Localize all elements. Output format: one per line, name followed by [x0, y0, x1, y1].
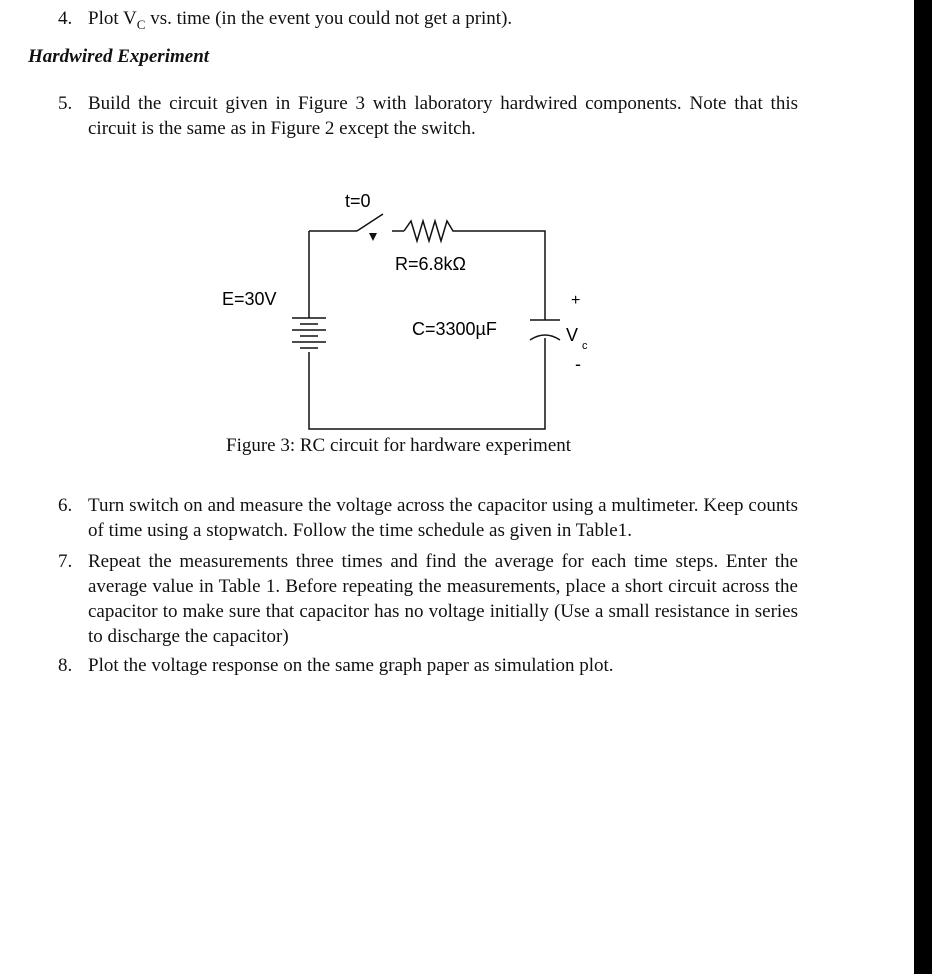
wire-right-upper	[458, 231, 545, 320]
item-text: Turn switch on and measure the voltage across the capacitor using a multimeter. Keep counts of time using a stopwatch. Follow the time schedule as given in Table1.	[88, 495, 798, 541]
capacitor-label: C=3300µF	[412, 319, 497, 339]
item-text: Build the circuit given in Figure 3 with laboratory hardwired components. Note that this circuit is the same as in Figure 2 except the switch.	[88, 93, 798, 139]
figure-caption: Figure 3: RC circuit for hardware experiment	[226, 435, 572, 456]
item-text: Plot $V_C$ vs. time (in the event you could not get a print).	[88, 8, 513, 32]
rc-circuit-figure	[0, 0, 914, 470]
minus-sign: -	[575, 354, 581, 374]
plus-sign: +	[571, 292, 581, 309]
switch-label: t=0	[345, 191, 371, 211]
switch-blade	[357, 214, 383, 231]
item-number: 7.	[58, 551, 73, 572]
wire-bottom	[309, 338, 545, 429]
resistor-symbol	[404, 221, 458, 241]
voltage-subscript: c	[582, 340, 588, 352]
item-number: 5.	[58, 93, 73, 114]
section-heading: Hardwired Experiment	[28, 46, 210, 67]
item-text: Plot the voltage response on the same graph paper as simulation plot.	[88, 655, 614, 676]
item-text: Repeat the measurements three times and find the average for each time steps. Enter the average value in Table 1. Before repeating the measurements, place a short circuit across the capacitor to make sure that capacitor has no voltage initially (Use a small resistance in series to discharge the capacitor)	[88, 551, 798, 647]
item-number: 6.	[58, 495, 73, 516]
item-number: 4.	[58, 8, 73, 29]
item-number: 8.	[58, 655, 73, 676]
right-edge-bar	[914, 0, 932, 974]
voltage-label: V	[566, 325, 579, 345]
resistor-label: R=6.8kΩ	[395, 254, 466, 274]
source-label: E=30V	[222, 289, 277, 309]
switch-contact-marker	[369, 233, 377, 241]
